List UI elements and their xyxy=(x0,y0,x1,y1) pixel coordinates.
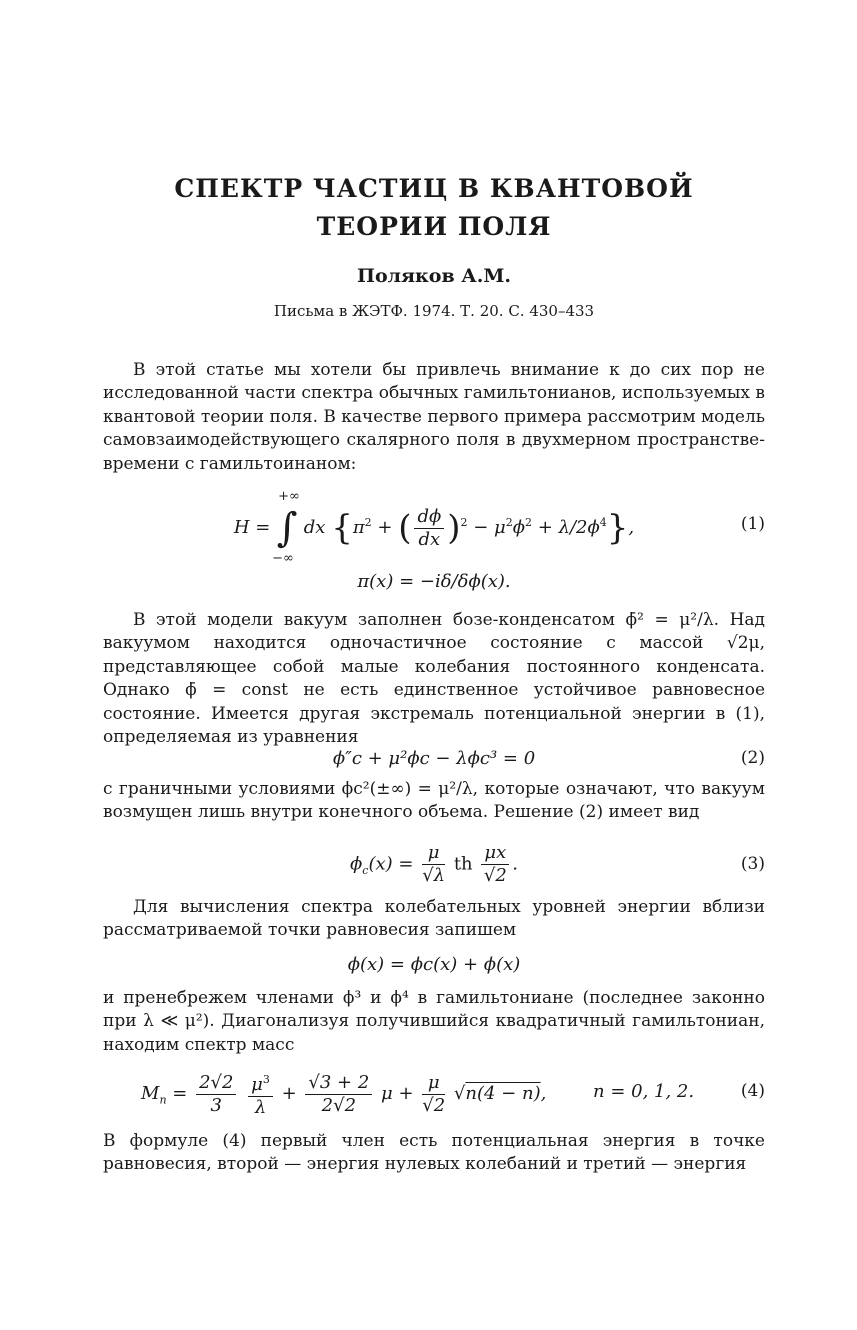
equation-4-number: (4) xyxy=(740,1081,765,1101)
equation-4 xyxy=(103,1069,765,1121)
citation: Письма в ЖЭТФ. 1974. Т. 20. С. 430–433 xyxy=(273,302,595,320)
paragraph-4: Для вычисления спектра колебательных уровней энергии вблизи рассматриваемой точки равновесия запишем xyxy=(103,897,765,941)
equation-decomposition xyxy=(103,954,765,980)
equation-3-body: $\phi_c(x)$ = $\frac{\mu}{√\lambda}$ th $\frac{\mu x}{√2}$ . xyxy=(350,842,518,886)
paragraph-3: с граничными условиями ϕc²(±∞) = μ²/λ, которые означают, что вакуум возмущен лишь внутри конечного объема. Решение (2) имеет вид xyxy=(103,779,765,823)
integral-lower-limit: −∞ xyxy=(272,551,294,566)
title-line-2: ТЕОРИИ ПОЛЯ xyxy=(316,212,552,241)
equation-4-condition: n = 0, 1, 2. xyxy=(593,1081,695,1102)
paragraph-1: В этой статье мы хотели бы привлечь внимание к до сих пор не исследованной части спектра обычных гамильтонианов, используемых в квантовой теории поля. В качестве первого примера рассмотрим модель самовзаимодействующего скалярного поля в двухмерном пространстве-времени с гамильтоинаном: xyxy=(103,360,765,474)
author: Поляков А.М. xyxy=(357,265,511,287)
equation-4-body: $M_n$ = $\frac{2√2}{3}$ $\frac{\mu^3}{\lambda}$ + $\frac{√3 + 2}{2√2}$ μ + $\frac{\mu}{√2}$ √n(4 − n), xyxy=(141,1069,765,1119)
paragraph-6: В формуле (4) первый член есть потенциальная энергия в точке равновесия, второй — энергия нулевых колебаний и третий — энергия xyxy=(103,1131,765,1175)
equation-1b xyxy=(103,571,765,597)
equation-2 xyxy=(103,748,765,774)
equation-1b-body: π(x) = −iδ/δϕ(x). xyxy=(357,571,511,592)
paragraph-5: и пренебрежем членами ϕ³ и ϕ⁴ в гамильтониане (последнее законно при λ ≪ μ²). Диагонализуя получившийся квадратичный гамильтониан, находим спектр масс xyxy=(103,988,765,1055)
equation-3-number: (3) xyxy=(740,854,765,874)
equation-2-body: ϕ″c + μ²ϕc − λϕc³ = 0 xyxy=(332,748,536,769)
equation-decomposition-body: ϕ(x) = ϕc(x) + ϕ(x) xyxy=(347,954,521,975)
equation-1-number: (1) xyxy=(740,514,765,534)
integral-upper-limit: +∞ xyxy=(278,489,300,504)
equation-1 xyxy=(103,489,765,566)
paper-title xyxy=(103,170,765,246)
paragraph-2: В этой модели вакуум заполнен бозе-конденсатом ϕ̄² = μ²/λ. Над вакуумом находится одночастичное состояние с массой √2μ, представляющее собой малые колебания постоянного конденсата. Однако ϕ̄ = const не есть единственное устойчивое равновесное состояние. Имеется другая экстремаль потенциальной энергии в (1), определяемая из уравнения xyxy=(103,610,765,748)
title-line-1: СПЕКТР ЧАСТИЦ В КВАНТОВОЙ xyxy=(174,174,694,203)
equation-1-body: H = ∫ +∞ −∞ dx {$\pi^2$ + ( $\frac{d\phi}{dx}$ )$^2 - \mu^2\phi^2 + \lambda/2\phi^4$}, xyxy=(233,489,635,566)
equation-3 xyxy=(103,842,765,890)
equation-2-number: (2) xyxy=(740,748,765,768)
